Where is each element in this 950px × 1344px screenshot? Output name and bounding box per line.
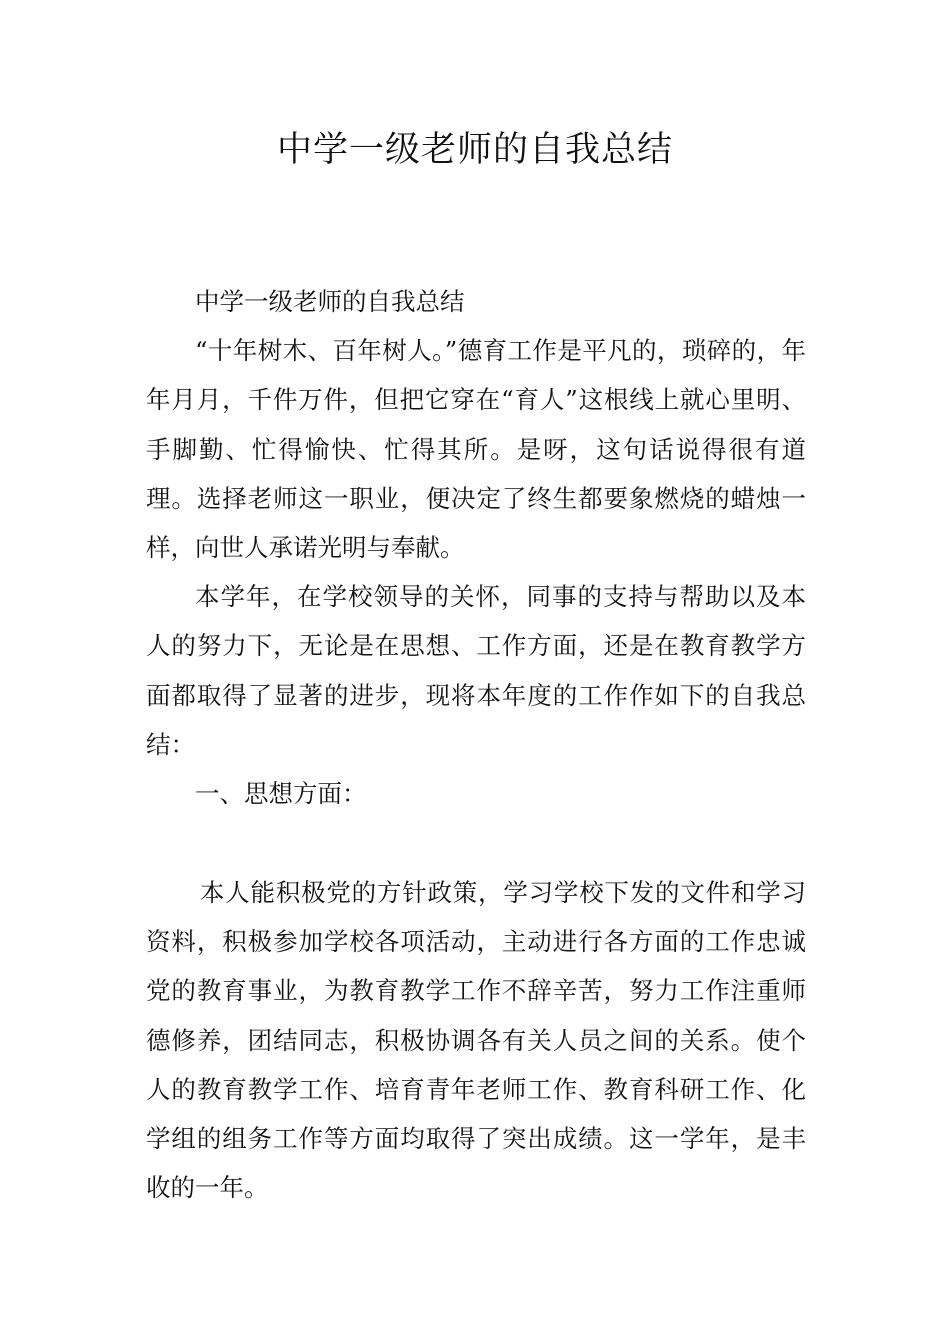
section-heading-thought: 一、思想方面：: [195, 779, 367, 809]
paragraph-thought-details: 本人能积极党的方针政策，学习学校下发的文件和学习资料，积极参加学校各项活动，主动进行各方面的工作忠诚党的教育事业，为教育教学工作不辞辛苦，努力工作注重师德修养，团结同志，积极协调各有关人员之间的关系。使个人的教育教学工作、培育青年老师工作、教育科研工作、化学组的组务工作等方面均取得了突出成绩。这一学年，是丰收的一年。: [146, 878, 806, 1203]
paragraph-subtitle: 中学一级老师的自我总结: [195, 287, 465, 316]
document-title: 中学一级老师的自我总结: [276, 130, 673, 170]
paragraph-intro: “十年树木、百年树人。”德育工作是平凡的，琐碎的，年年月月，千件万件，但把它穿在“育人”这根线上就心里明、手脚勤、忙得愉快、忙得其所。是呀，这句话说得很有道理。选择老师这一职业，便决定了终生都要象燃烧的蜡烛一样，向世人承诺光明与奉献。: [146, 336, 806, 563]
document-body-upper: [146, 277, 806, 818]
paragraph-overview: 本学年，在学校领导的关怀，同事的支持与帮助以及本人的努力下，无论是在思想、工作方面，还是在教育教学方面都取得了显著的进步，现将本年度的工作作如下的自我总结：: [146, 582, 806, 759]
document-body-lower: [146, 868, 806, 1212]
